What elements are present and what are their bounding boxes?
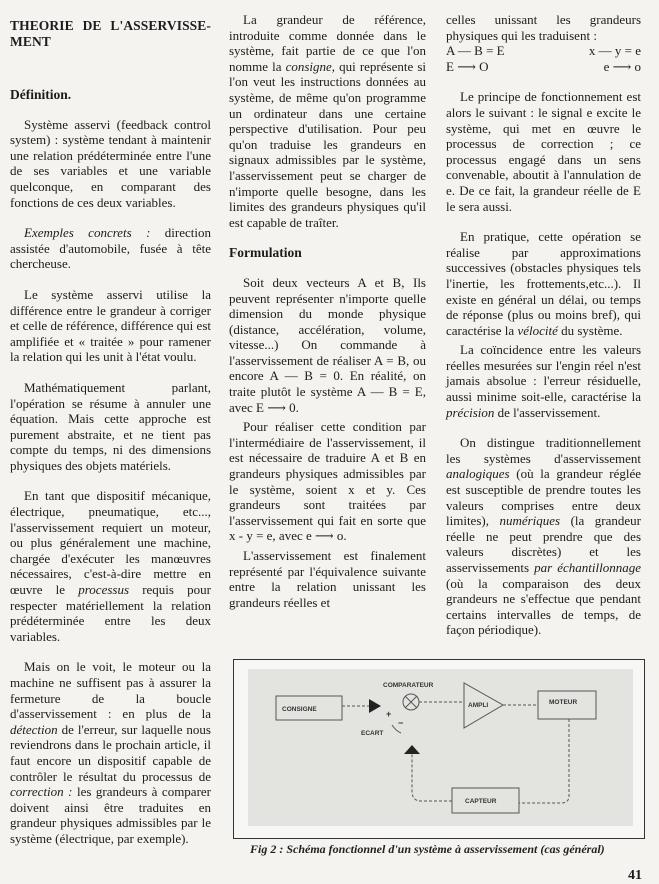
text: Mais on le voit, le moteur ou la machine ne suffisent pas à assurer la fermeture de la boucle d'asservissement : en plus de la [10,659,211,722]
text: de l'erreur, sur laquelle nous reviendrons dans le prochain article, il faut encore un dispositif capable de contrôler le résultat du processus de [10,721,211,784]
paragraph: Mathématiquement parlant, l'opération se résume à annuler une équation. Mais cette approche est purement abstraite, et ne tient pas compte du temps, ni des dimensions physiques des objets matériels. [10,379,211,473]
column-2 [229,12,426,625]
column-3 [446,12,641,653]
text: (la grandeur réelle ne peut prendre que des valeurs discrètes) et les asservissements [446,513,641,575]
paragraph [10,225,211,272]
block-diagram [234,660,644,838]
section-heading-definition: Définition. [10,87,72,102]
paragraph [10,488,211,644]
text: requis pour respecter matériellement la relation prédéterminée entre les deux variables. [10,582,211,644]
text: les grandeurs à comparer doivent ainsi être traduites en grandeur physiques admissibles par le système (électrique, par exemple). [10,784,211,846]
equation: A — B = E [446,43,505,59]
emphasis: processus [78,582,130,598]
equation-row [446,43,641,59]
text: La grandeur de référence, introduite comme donnée dans le système, fait partie de ce que l'on nomme la [229,12,426,74]
diagram-background [248,669,633,826]
emphasis: correction : [10,784,73,800]
emphasis: vélocité [517,322,558,338]
column-1 [10,18,211,862]
paragraph [229,12,426,230]
plus-sign: + [386,709,392,719]
equation-row [446,59,641,75]
paragraph: Le principe de fonctionnement est alors le suivant : le signal e excite le système, qui met en œuvre le processus de correction ; ce processus engagé dans un sens convenable, aboutit à l'annulation de e. De ce fait, la grandeur réelle de E le sera aussi. [446,89,641,214]
equation: x — y = e [588,43,641,59]
emphasis: consigne, [285,58,336,74]
equation: e ⟶ o [603,58,641,74]
minus-sign: − [398,718,404,728]
text: (où la grandeur réglée est susceptible de prendre toutes les valeurs comprises entre deux limites), [446,466,641,529]
label-ampli: AMPLI [468,702,489,709]
figure-caption: Fig 2 : Schéma fonctionnel d'un système à asservissement (cas général) [250,842,605,856]
text: direction assistée d'automobile, fusée à tête chercheuse. [10,225,211,272]
paragraph: L'asservissement est finalement représenté par l'équivalence suivante entre la relation unissant les grandeurs réelles et [229,548,426,610]
paragraph [446,229,641,338]
emphasis: Exemples concrets : [24,225,151,241]
emphasis: détection [10,721,58,737]
label-capteur: CAPTEUR [465,798,497,805]
article-title: THEORIE DE L'ASSERVISSE-MENT [10,18,211,49]
page-number: 41 [628,868,642,883]
paragraph: Soit deux vecteurs A et B, Ils peuvent représenter n'importe quelle dimension du monde physique (distance, accélération, volume, vitesse...) On commande à l'asservissement de réaliser A = B, ou encore A — B = 0. En réalité, on traite plutôt le système A — B = E, avec E ⟶ 0. [229,274,426,415]
block-diagram-figure [233,659,645,839]
text: En tant que dispositif mécanique, électrique, pneumatique, etc..., l'asservissement requiert un moteur, ou plus généralement une machine, chargée d'exécuter les manœuvres nécessaires, c'est-à-dire mettre en œuvre le [10,488,211,598]
paragraph [446,435,641,638]
text: En pratique, cette opération se réalise par approximations successives (obstacles physiques tels l'inertie, les frottements,etc...). Il existe en général un délai, ou temps de réponse (plus ou moins bref), qui caractérise la [446,229,641,338]
paragraph: Système asservi (feedback control system) : système tendant à maintenir une relation prédéterminée entre l'une de ses variables et une variable quelconque, en comparant des fonctions de ces deux variables. [10,116,211,210]
paragraph: celles unissant les grandeurs physiques qui les traduisent : [446,12,641,43]
section-heading-formulation: Formulation [229,245,302,261]
paragraph [10,659,211,846]
text: de l'asservissement. [494,404,601,420]
label-consigne: CONSIGNE [282,706,317,713]
text: On distingue traditionnellement les systèmes d'asservissement [446,435,641,466]
emphasis: numériques [499,513,561,529]
label-moteur: MOTEUR [549,699,578,706]
equation: E ⟶ O [446,58,489,74]
paragraph [446,342,641,420]
emphasis: par échantillonnage [534,560,641,575]
label-comparateur: COMPARATEUR [383,682,434,689]
text: du système. [557,322,623,338]
label-ecart: ECART [361,730,384,737]
text: La coïncidence entre les valeurs réelles mesurées sur l'engin réel n'est jamais absolue : l'erreur résiduelle, aussi minime soit-elle, caractérise la [446,342,641,405]
paragraph: Le système asservi utilise la différence entre le grandeur à corriger et celle de référence, différence qui est amplifiée et « traitée » pour ramener la relation qui les unit à l'état voulu. [10,286,211,365]
emphasis: précision [446,404,495,420]
emphasis: analogiques [446,466,510,482]
paragraph: Pour réaliser cette condition par l'intermédiaire de l'asservissement, il est nécessaire de traduire A et B en grandeurs physiques admissibles par le système, soient x et y. Ces grandeurs sont traitées par l'asservissement qui fait en sorte que x - y = e, avec e ⟶ o. [229,419,426,544]
text: qui représente si l'on veut les instructions données au système, de même qu'on programme un ordinateur dans une certaine perspective d'utilisation. Pour peu qu'on traduise les grandeurs en signaux admissibles par le système, l'asservissement peut se charger de n'importe quelle besogne, dans les limites des grandeurs physiques qu'il est capable de traîter. [229,58,426,230]
text: (où la comparaison des deux grandeurs ne s'effectue que pendant certains intervalles de temps, de façon périodique). [446,575,641,638]
